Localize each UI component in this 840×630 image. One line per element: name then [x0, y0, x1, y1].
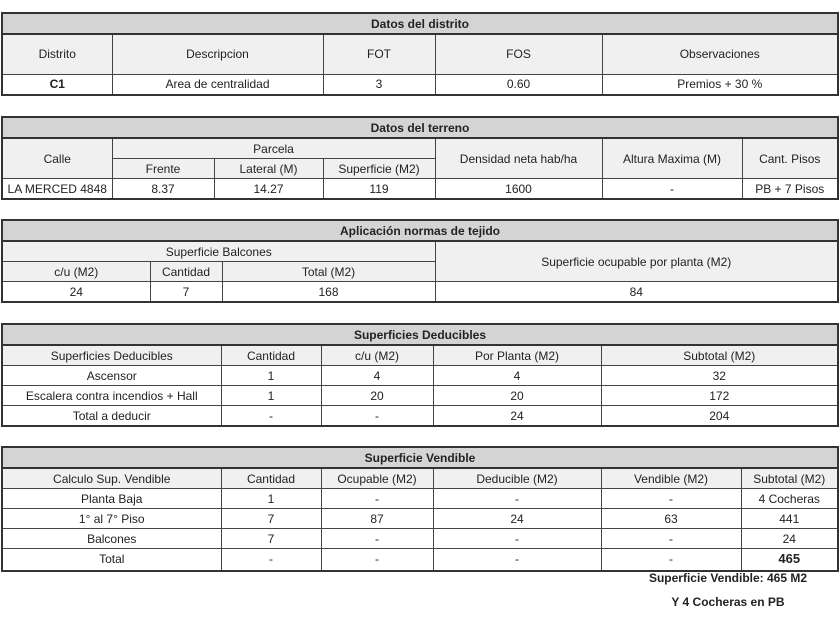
cell-total: 465 — [741, 549, 838, 571]
cell: - — [433, 549, 601, 571]
cell: 1° al 7° Piso — [2, 509, 221, 529]
header-distrito: Distrito — [2, 34, 112, 74]
table-row — [2, 509, 838, 529]
header-subtotal: Subtotal (M2) — [601, 345, 838, 366]
table-row — [2, 549, 838, 571]
cell: Planta Baja — [2, 489, 221, 509]
summary-cocheras: Y 4 Cocheras en PB — [671, 595, 785, 609]
cell: - — [321, 489, 433, 509]
cell: - — [601, 549, 741, 571]
cell: 1 — [221, 386, 321, 406]
cell: - — [221, 406, 321, 427]
cell: 1 — [221, 366, 321, 386]
section-title: Aplicación normas de tejido — [2, 220, 838, 241]
header-superficies: Superficies Deducibles — [2, 345, 221, 366]
cell: Total — [2, 549, 221, 571]
header-total: Total (M2) — [222, 262, 435, 282]
header-cu: c/u (M2) — [321, 345, 433, 366]
cell: 7 — [221, 509, 321, 529]
cell: 168 — [222, 282, 435, 303]
cell: 24 — [741, 529, 838, 549]
cell: 14.27 — [214, 179, 323, 200]
header-superficie: Superficie (M2) — [323, 159, 435, 179]
cell: 7 — [221, 529, 321, 549]
cell: 4 Cocheras — [741, 489, 838, 509]
table-row — [2, 366, 838, 386]
cell: 172 — [601, 386, 838, 406]
cell: - — [321, 549, 433, 571]
cell: 32 — [601, 366, 838, 386]
cell: 1 — [221, 489, 321, 509]
cell: 87 — [321, 509, 433, 529]
cell: Escalera contra incendios + Hall — [2, 386, 221, 406]
cell: 63 — [601, 509, 741, 529]
table-row — [2, 406, 838, 427]
cell: Area de centralidad — [112, 74, 323, 95]
header-densidad: Densidad neta hab/ha — [435, 138, 602, 179]
datos-terreno-table — [1, 116, 839, 200]
header-cantidad: Cantidad — [150, 262, 222, 282]
cell: - — [321, 406, 433, 427]
table-row — [2, 529, 838, 549]
superficie-vendible-table — [1, 446, 839, 572]
header-observaciones: Observaciones — [602, 34, 838, 74]
header-subtotal: Subtotal (M2) — [741, 468, 838, 489]
cell: C1 — [2, 74, 112, 95]
section-title: Superficie Vendible — [2, 447, 838, 468]
cell: 4 — [433, 366, 601, 386]
table-row — [2, 386, 838, 406]
cell: - — [221, 549, 321, 571]
normas-tejido-table — [1, 219, 839, 303]
header-calculo: Calculo Sup. Vendible — [2, 468, 221, 489]
cell: - — [602, 179, 742, 200]
header-por-planta: Por Planta (M2) — [433, 345, 601, 366]
header-calle: Calle — [2, 138, 112, 179]
cell: 24 — [433, 406, 601, 427]
header-cu: c/u (M2) — [2, 262, 150, 282]
section-title: Superficies Deducibles — [2, 324, 838, 345]
cell: 441 — [741, 509, 838, 529]
cell: - — [433, 489, 601, 509]
cell: 24 — [2, 282, 150, 303]
cell: 8.37 — [112, 179, 214, 200]
cell: 84 — [435, 282, 838, 303]
cell: 20 — [433, 386, 601, 406]
header-fos: FOS — [435, 34, 602, 74]
cell: 1600 — [435, 179, 602, 200]
table-row — [2, 489, 838, 509]
cell: Balcones — [2, 529, 221, 549]
section-title: Datos del distrito — [2, 13, 838, 34]
cell: 20 — [321, 386, 433, 406]
cell: 3 — [323, 74, 435, 95]
cell: 7 — [150, 282, 222, 303]
cell: Premios + 30 % — [602, 74, 838, 95]
header-balcones: Superficie Balcones — [2, 241, 435, 262]
cell: Total a deducir — [2, 406, 221, 427]
header-descripcion: Descripcion — [112, 34, 323, 74]
cell: - — [433, 529, 601, 549]
cell: Ascensor — [2, 366, 221, 386]
header-cantidad: Cantidad — [221, 468, 321, 489]
header-fot: FOT — [323, 34, 435, 74]
cell: 119 — [323, 179, 435, 200]
header-frente: Frente — [112, 159, 214, 179]
cell: 4 — [321, 366, 433, 386]
header-lateral: Lateral (M) — [214, 159, 323, 179]
cell: - — [321, 529, 433, 549]
cell: PB + 7 Pisos — [742, 179, 838, 200]
header-parcela: Parcela — [112, 138, 435, 159]
summary-vendible: Superficie Vendible: 465 M2 — [648, 571, 808, 585]
datos-distrito-table — [1, 12, 839, 96]
header-ocupable: Ocupable (M2) — [321, 468, 433, 489]
cell: - — [601, 489, 741, 509]
header-vendible: Vendible (M2) — [601, 468, 741, 489]
cell: 24 — [433, 509, 601, 529]
cell: - — [601, 529, 741, 549]
header-pisos: Cant. Pisos — [742, 138, 838, 179]
header-cantidad: Cantidad — [221, 345, 321, 366]
superficies-deducibles-table — [1, 323, 839, 427]
cell: LA MERCED 4848 — [2, 179, 112, 200]
header-deducible: Deducible (M2) — [433, 468, 601, 489]
section-title: Datos del terreno — [2, 117, 838, 138]
header-altura: Altura Maxima (M) — [602, 138, 742, 179]
cell: 204 — [601, 406, 838, 427]
header-ocupable: Superficie ocupable por planta (M2) — [435, 241, 838, 282]
cell: 0.60 — [435, 74, 602, 95]
